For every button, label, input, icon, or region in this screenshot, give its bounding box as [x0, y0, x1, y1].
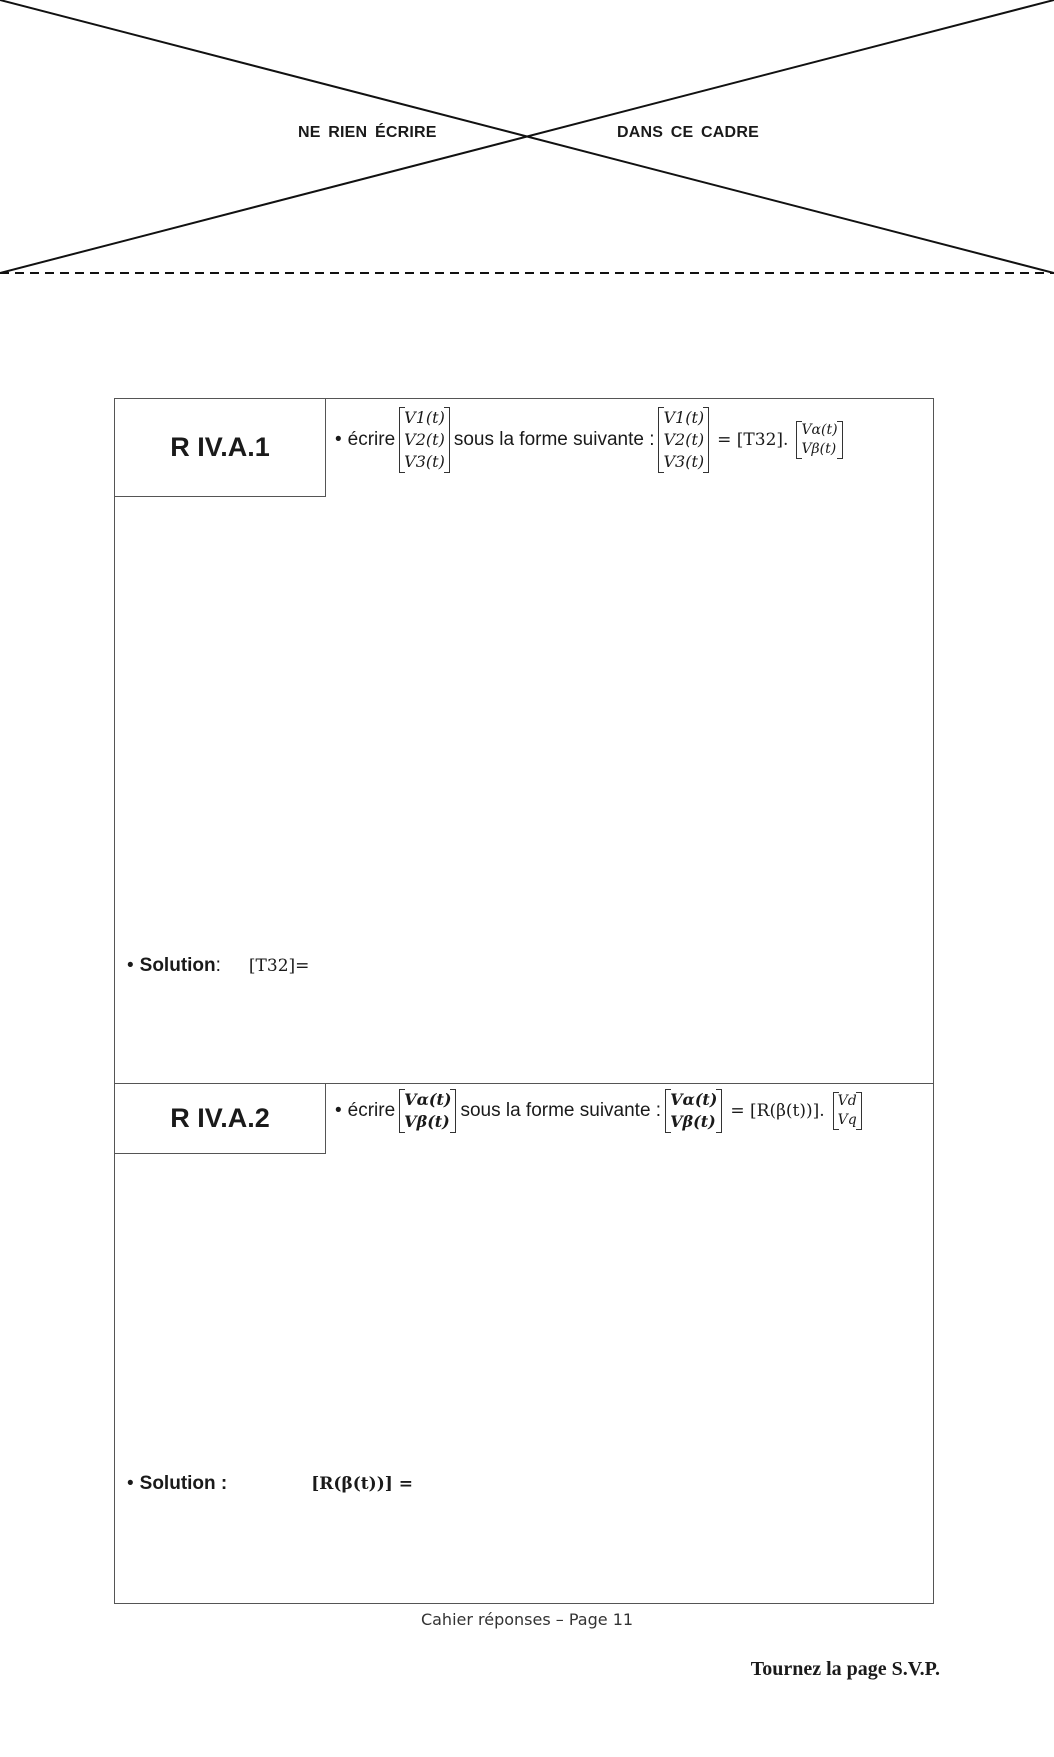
instruction-prefix: écrire [347, 429, 396, 450]
solution-line [127, 1473, 413, 1495]
solution-expression: [R(β(t))] = [311, 1474, 413, 1494]
solution-label: Solution [139, 955, 216, 976]
vector-entry: Vα(t) [404, 1090, 452, 1109]
solution-line [127, 955, 309, 977]
vector-entry: V1(t) [404, 408, 445, 427]
answer-frame [114, 398, 934, 1604]
equation-operator: = [T32]. [717, 430, 789, 450]
vector-entry: Vβ(t) [670, 1112, 716, 1131]
vector-entry: Vα(t) [801, 422, 838, 438]
page-footer: Cahier réponses – Page 11 [420, 1610, 634, 1629]
section-label: R IV.A.1 [115, 399, 326, 497]
answer-section-riva1 [115, 399, 933, 1084]
instruction-middle: sous la forme suivante : [460, 1100, 662, 1121]
vector-v123 [399, 407, 450, 473]
vector-v123-rhs [658, 407, 709, 473]
answer-section-riva2 [115, 1084, 933, 1603]
bullet: • [335, 1100, 342, 1121]
vector-entry: Vβ(t) [801, 441, 837, 457]
bullet: • [335, 429, 342, 450]
question-instruction [335, 402, 847, 478]
bullet: • [127, 1473, 134, 1494]
vector-dq [833, 1092, 862, 1130]
solution-separator: : [215, 955, 221, 976]
vector-alpha-beta [399, 1089, 456, 1133]
vector-alpha-beta [796, 421, 842, 459]
no-write-zone-cross [0, 0, 1054, 280]
equation-operator: = [R(β(t))]. [730, 1101, 825, 1121]
vector-entry: Vβ(t) [404, 1112, 450, 1131]
vector-entry: Vα(t) [670, 1090, 718, 1109]
instruction-middle: sous la forme suivante : [453, 429, 655, 450]
solution-label: Solution : [139, 1473, 228, 1494]
vector-entry: V3(t) [404, 452, 445, 471]
instruction-prefix: écrire [347, 1100, 396, 1121]
vector-entry: Vq [837, 1112, 857, 1128]
vector-entry: V3(t) [663, 452, 705, 471]
turn-page-note: Tournez la page S.V.P. [750, 1658, 940, 1680]
question-instruction [335, 1086, 866, 1136]
vector-alpha-beta-rhs [665, 1089, 722, 1133]
vector-entry: V2(t) [404, 430, 445, 449]
vector-entry: V1(t) [663, 408, 705, 427]
bullet: • [127, 955, 134, 976]
header-left-text: NE RIEN ÉCRIRE [298, 124, 437, 141]
solution-expression: [T32]= [248, 956, 310, 976]
vector-entry: V2(t) [663, 430, 705, 449]
vector-entry: Vd [837, 1093, 857, 1109]
header-right-text: DANS CE CADRE [617, 124, 759, 141]
section-label: R IV.A.2 [115, 1084, 326, 1154]
